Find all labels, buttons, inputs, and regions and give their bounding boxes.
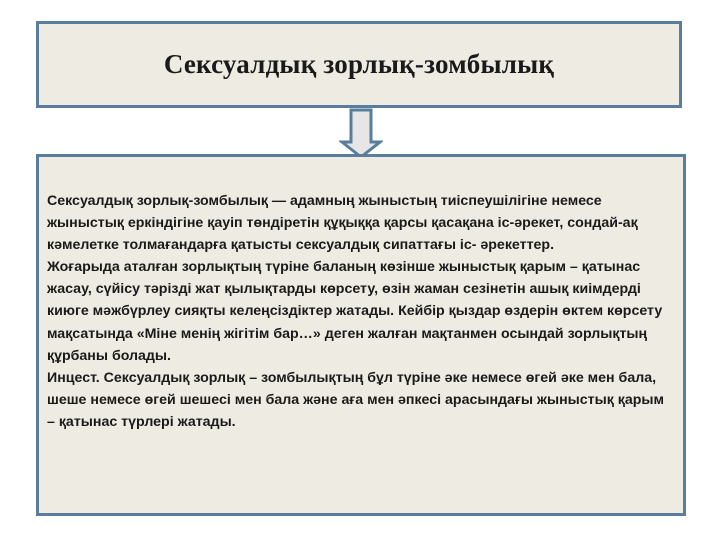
- slide-title: Сексуалдық зорлық-зомбылық: [163, 49, 555, 79]
- title-box: [36, 21, 682, 108]
- down-arrow-icon: [339, 108, 383, 160]
- paragraph-incest: Инцест. Сексуалдық зорлық – зомбылықтың бұл түріне әке немесе өгей әке мен бала, шеше немесе өгей шешесі мен бала және аға мен әпкесі арасындағы жыныстық қарым – қатынас түрлері жатады.: [47, 369, 665, 430]
- paragraph-definition: Сексуалдық зорлық-зомбылық — адамның жыныстың тиіспеушілігіне немесе жыныстық еркіндігіне қауіп төндіретін құқыққа қарсы қасақана іс-әрекет, сондай-ақ кәмелетке толмағандарға қатысты сексуалдық сипаттағы іс- әрекеттер.: [47, 193, 638, 254]
- content-box: [36, 154, 686, 516]
- paragraph-examples: Жоғарыда аталған зорлықтың түріне баланың көзінше жыныстық қарым – қатынас жасау, сүйісу тәрізді жат қылықтарды көрсету, өзін жаман сезінетін ашық киімдерді киюге мәжбүрлеу сияқты келеңсіздіктер жатады. Кейбір қыздар өздерін өктем көрсету мақсатында «Міне менің жігітім бар…» деген жалған мақтанмен осындай зорлықтың құрбаны болады.: [47, 259, 663, 364]
